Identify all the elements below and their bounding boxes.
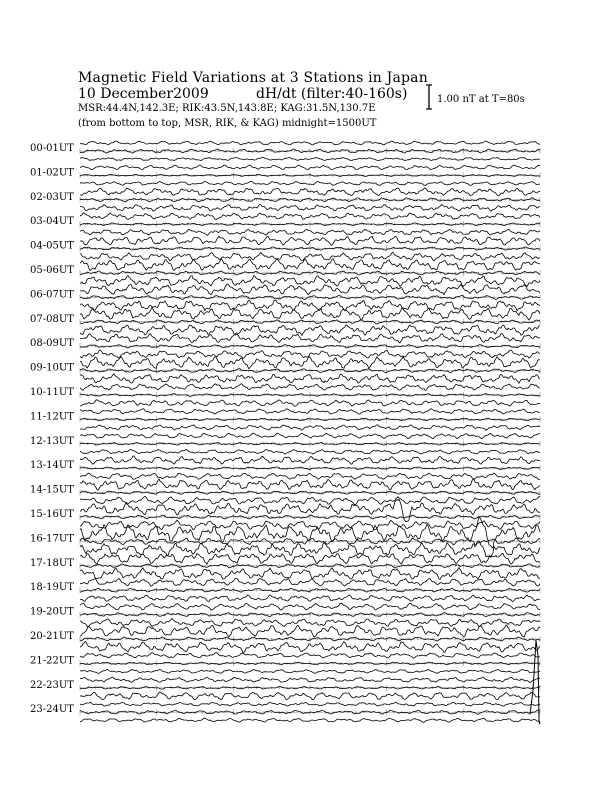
hour-block-13-14UT [30,456,540,480]
station-coordinates: MSR:44.4N,142.3E; RIK:43.5N,143.8E; KAG:31.5N,130.7E [78,103,376,114]
hour-label: 14-15UT [30,484,74,496]
trace-MSR [80,718,540,722]
trace-MSR [80,374,540,383]
trace-MSR [80,205,540,212]
scale-label: 1.00 nT at T=80s [437,94,525,105]
hour-block-05-06UT [30,259,540,287]
trace-KAG [80,433,540,439]
trace-KAG [80,213,540,220]
trace-KAG [80,479,540,490]
trace-MSR [80,692,540,700]
hour-label: 07-08UT [30,313,74,325]
trace-KAG [80,165,540,170]
trace-KAG [80,409,540,415]
hour-block-07-08UT [30,307,540,335]
hour-block-16-17UT [30,517,540,557]
hour-label: 03-04UT [30,216,74,228]
hour-label: 02-03UT [30,191,74,203]
hour-label: 08-09UT [30,338,74,350]
hour-block-14-15UT [30,479,540,505]
hour-label: 10-11UT [30,387,74,398]
hour-block-11-12UT [30,409,540,431]
trace-MSR [80,642,540,653]
hour-block-18-19UT [30,578,540,601]
chart-filter: dH/dt (filter:40-160s) [256,86,408,102]
trace-MSR [80,400,540,407]
trace-KAG [80,578,540,586]
chart-date: 10 December2009 [78,86,209,102]
trace-KAG [80,188,540,196]
hour-label: 06-07UT [30,289,74,301]
trace-MSR [80,595,540,602]
trace-MSR [80,670,540,674]
hour-label: 11-12UT [30,411,74,423]
magnetogram-plot [0,130,612,762]
trace-MSR [80,425,540,430]
hour-block-23-24UT [30,702,540,722]
trace-KAG [80,259,540,271]
station-order-note: (from bottom to top, MSR, RIK, & KAG) midnight=1500UT [78,118,377,129]
hour-block-02-03UT [30,188,540,211]
chart-title: Magnetic Field Variations at 3 Stations in Japan [78,70,428,86]
trace-MSR [80,276,540,287]
trace-KAG [80,553,540,564]
trace-KAG [80,141,540,145]
hour-block-08-09UT [30,333,540,358]
hour-label: 15-16UT [30,509,74,520]
hour-block-21-22UT [30,653,540,674]
trace-KAG [80,603,540,610]
trace-MSR [80,520,540,530]
hour-label: 04-05UT [30,240,74,252]
hour-block-06-07UT [30,284,540,311]
hour-label: 18-19UT [30,582,74,594]
trace-KAG [80,357,540,369]
trace-MSR [80,473,540,480]
trace-MSR [80,229,540,235]
hour-block-15-16UT [30,499,540,529]
trace-KAG [80,307,540,320]
hour-label: 13-14UT [30,460,74,472]
hour-label: 19-20UT [30,606,74,618]
hour-block-17-18UT [30,553,540,579]
trace-MSR [80,325,540,335]
hour-label: 01-02UT [30,167,74,179]
hour-block-00-01UT [30,141,540,161]
trace-MSR [80,300,540,311]
trace-MSR [80,496,540,504]
hour-block-12-13UT [30,433,540,454]
trace-MSR [80,181,540,185]
hour-label: 22-23UT [30,679,74,691]
scale-bar [425,84,435,110]
hour-block-19-20UT [30,603,540,627]
hour-label: 21-22UT [30,655,74,667]
trace-MSR [80,157,540,160]
hour-label: 09-10UT [30,362,74,374]
trace-MSR [80,568,540,580]
hour-label: 16-17UT [30,533,74,545]
hour-label: 05-06UT [30,265,74,276]
trace-KAG [80,702,540,706]
trace-KAG [80,333,540,343]
trace-MSR [80,619,540,627]
trace-KAG [80,677,540,682]
hour-block-20-21UT [30,625,540,653]
hour-label: 12-13UT [30,435,74,447]
hour-label: 00-01UT [30,143,74,154]
trace-KAG [80,236,540,245]
hour-block-01-02UT [30,165,540,186]
trace-MSR [80,450,540,455]
hour-label: 20-21UT [30,631,74,642]
hour-block-09-10UT [30,357,540,384]
hour-label: 23-24UT [30,704,74,716]
trace-KAG [80,625,540,637]
trace-KAG [80,456,540,464]
trace-KAG [80,653,540,659]
hour-block-22-23UT [30,677,540,700]
trace-KAG [80,284,540,295]
hour-block-04-05UT [30,236,540,261]
trace-KAG [80,384,540,390]
hour-block-03-04UT [30,213,540,236]
hour-label: 17-18UT [30,557,74,569]
hour-block-10-11UT [30,384,540,407]
trace-MSR [80,252,540,261]
